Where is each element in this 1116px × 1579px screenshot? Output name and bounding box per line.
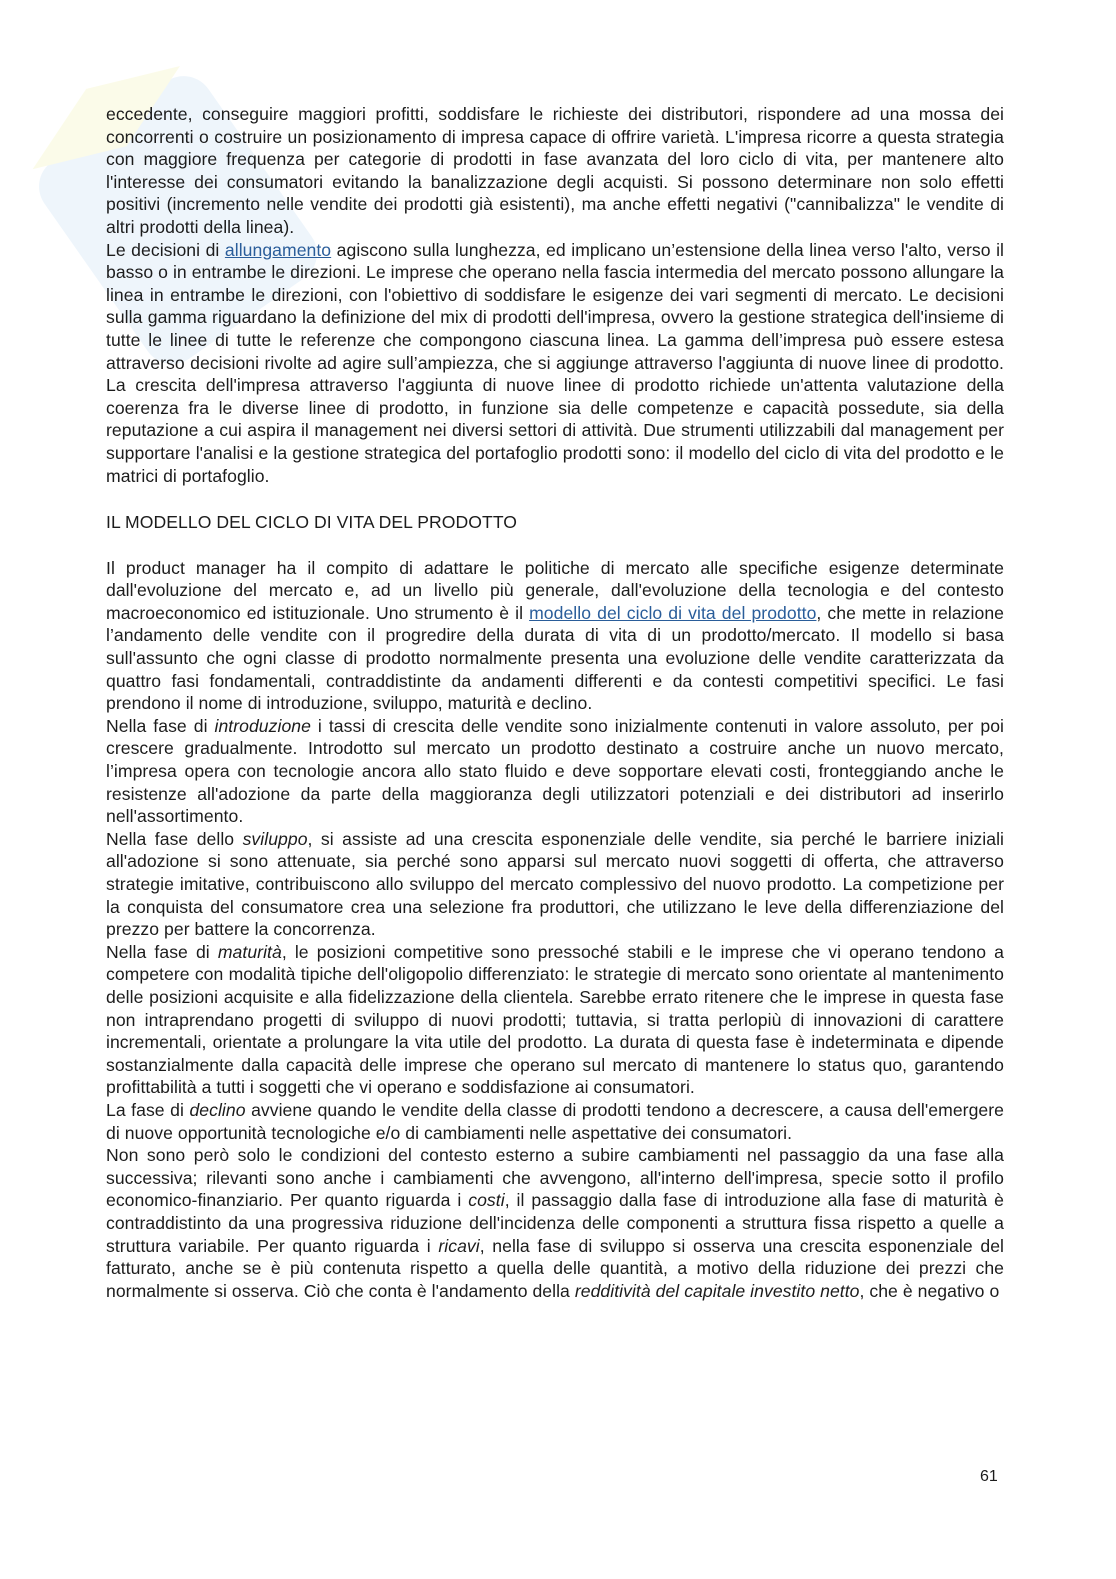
paragraph-lengthening: Le decisioni di allungamento agiscono sulla lunghezza, ed implicano un’estensione della linea verso l'alto, verso il basso o in entrambe le direzioni. Le imprese che operano nella fascia intermedia del mercato possono allungare la linea in entrambe le direzioni, con l'obiettivo di soddisfare le esigenze dei vari segmenti di mercato. Le decisioni sulla gamma riguardano la definizione del mix di prodotti dell'impresa, ovvero la gestione strategica dell'insieme di tutte le linee di tutte le referenze che compongono ciascuna linea. La gamma dell’impresa può essere estesa attraverso decisioni rivolte ad agire sull’ampiezza, che si aggiunge attraverso l'aggiunta di nuove linee di prodotto. La crescita dell'impresa attraverso l'aggiunta di nuove linee di prodotto richiede un'attenta valutazione della coerenza fra le diverse linee di prodotto, in funzione sia delle competenze e capacità possedute, sia della reputazione a cui aspira il management nei diversi settori di attività. Due strumenti utilizzabili dal management per supportare l'analisi e la gestione strategica del portafoglio prodotti sono: il modello del ciclo di vita del prodotto e le matrici di portafoglio. xyxy=(106,239,1004,486)
paragraph-product-manager: Il product manager ha il compito di adattare le politiche di mercato alle specifiche esigenze determinate dall'evoluzione del mercato e, ad un livello più generale, dall'evoluzione della tecnologia e del contesto macroeconomico ed istituzionale. Uno strumento è il modello del ciclo di vita del prodotto, che mette in relazione l’andamento delle vendite con il progredire della durata di vita di un prodotto/mercato. Il modello si basa sull'assunto che ogni classe di prodotto normalmente presenta una evoluzione delle vendite caratterizzata da quattro fasi fondamentali, contraddistinte da andamenti differenti e da contesti competitivi specifici. Le fasi prendono il nome di introduzione, sviluppo, maturità e declino. xyxy=(106,557,1004,714)
paragraph-sviluppo: Nella fase dello sviluppo, si assiste ad una crescita esponenziale delle vendite, sia perché le barriere iniziali all'adozione si sono attenuate, sia perché sono apparsi sul mercato nuovi soggetti di offerta, che attraverso strategie imitative, contribuiscono allo sviluppo del mercato complessivo del nuovo prodotto. La competizione per la conquista del consumatore crea una selezione fra produttori, che utilizzano le leve della differenziazione del prezzo per battere la concorrenza. xyxy=(106,828,1004,940)
link-ciclo-di-vita[interactable]: modello del ciclo di vita del prodotto xyxy=(529,602,817,623)
paragraph-declino: La fase di declino avviene quando le vendite della classe di prodotti tendono a decrescere, a causa dell'emergere di nuove opportunità tecnologiche e/o di cambiamenti nelle aspettative dei consumatori. xyxy=(106,1099,1004,1143)
section-heading: IL MODELLO DEL CICLO DI VITA DEL PRODOTTO xyxy=(106,512,518,533)
paragraph-introduzione: Nella fase di introduzione i tassi di crescita delle vendite sono inizialmente contenuti in valore assoluto, per poi crescere gradualmente. Introdotto sul mercato un prodotto destinato a costruire anche un nuovo mercato, l’impresa opera con tecnologie ancora allo stato fluido e deve sopportare elevati costi, fronteggiando anche le resistenze all'adozione da parte della maggioranza degli utilizzatori potenziali e dei distributori ad inserirlo nell'assortimento. xyxy=(106,715,1004,827)
document-body xyxy=(106,103,1004,1302)
link-allungamento[interactable]: allungamento xyxy=(224,239,332,260)
paragraph-line-extension: eccedente, conseguire maggiori profitti, soddisfare le richieste dei distributori, rispondere ad una mossa dei concorrenti o costruire un posizionamento di impresa capace di offrire varietà. L'impresa ricorre a questa strategia con maggiore frequenza per categorie di prodotti in fase avanzata del loro ciclo di vita, per mantenere alto l'interesse dei consumatori evitando la banalizzazione degli acquisti. Si possono determinare non solo effetti positivi (incremento nelle vendite dei prodotti già esistenti), ma anche effetti negativi ("cannibalizza" le vendite di altri prodotti della linea). xyxy=(106,104,1004,237)
paragraph-economic-financial: Non sono però solo le condizioni del contesto esterno a subire cambiamenti nel passaggio da una fase alla successiva; rilevanti sono anche i cambiamenti che avvengono, all'interno dell'impresa, specie sotto il profilo economico-finanziario. Per quanto riguarda i costi, il passaggio dalla fase di introduzione alla fase di maturità è contraddistinto da una progressiva riduzione dell'incidenza delle componenti a struttura fissa rispetto a quelle a struttura variabile. Per quanto riguarda i ricavi, nella fase di sviluppo si osserva una crescita esponenziale del fatturato, anche se è più contenuta rispetto a quella delle quantità, a motivo della riduzione dei prezzi che normalmente si osserva. Ciò che conta è l'andamento della redditività del capitale investito netto, che è negativo o xyxy=(106,1145,1004,1301)
paragraph-maturita: Nella fase di maturità, le posizioni competitive sono pressoché stabili e le imprese che vi operano tendono a competere con modalità tipiche dell'oligopolio differenziato: le strategie di mercato sono orientate al mantenimento delle posizioni acquisite e alla fidelizzazione della clientela. Sarebbe errato ritenere che le imprese in questa fase non intraprendano progetti di sviluppo di nuovi prodotti; tuttavia, si tratta perlopiù di innovazioni di carattere incrementali, orientate a prolungare la vita utile del prodotto. La durata di questa fase è indeterminata e dipende sostanzialmente dalla capacità delle imprese che operano sul mercato di mantenere lo status quo, garantendo profittabilità a tutti i soggetti che vi operano e soddisfazione ai consumatori. xyxy=(106,941,1005,1098)
page-number: 61 xyxy=(980,1468,998,1485)
